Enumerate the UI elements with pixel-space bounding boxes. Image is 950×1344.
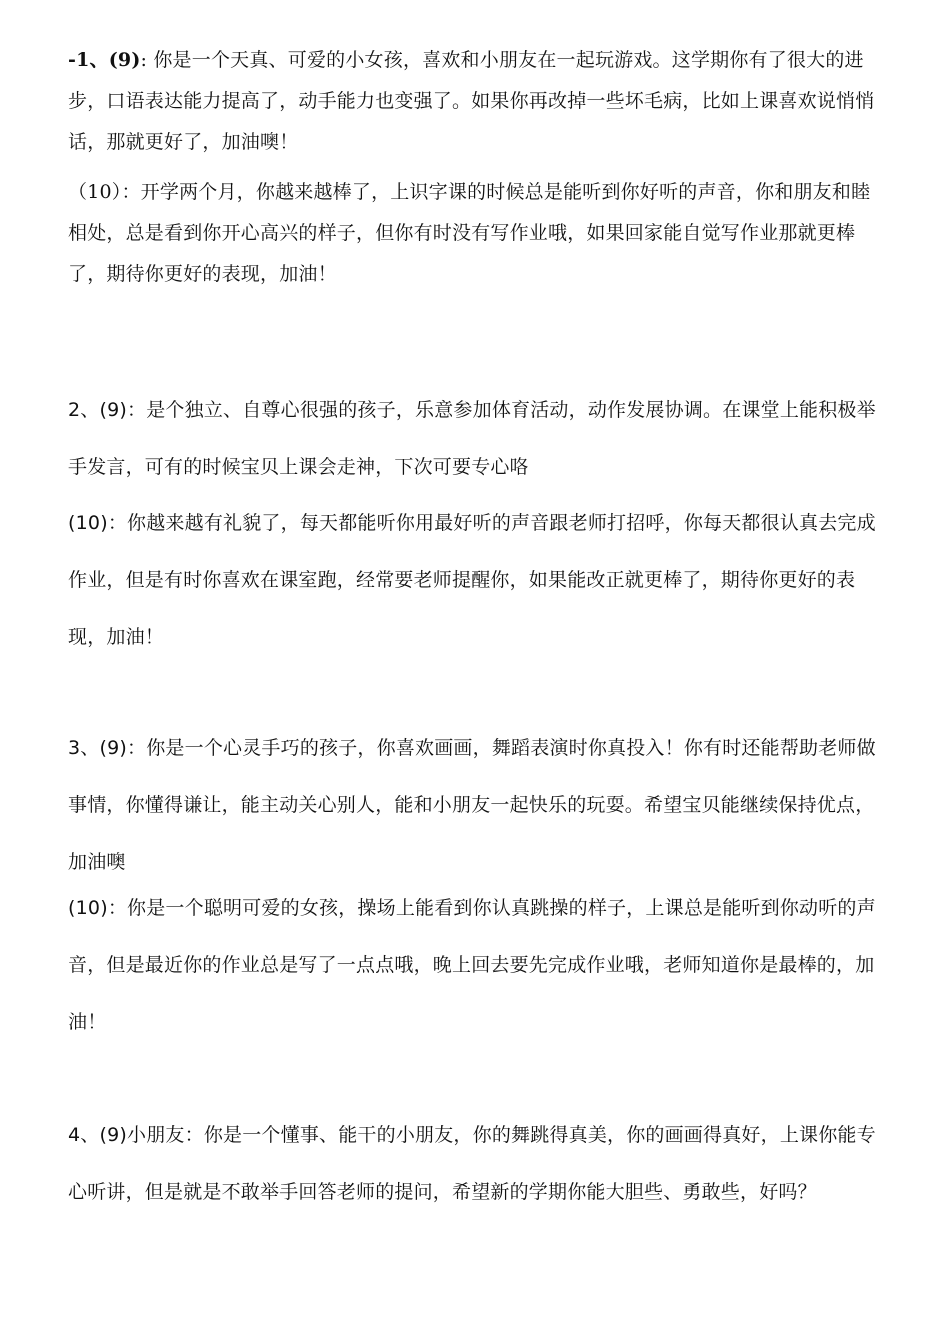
comment-entry-1-term-9: [68, 40, 883, 163]
comment-entry-2-term-10: [68, 495, 883, 666]
entry-1-label-9: -1、(9): [68, 49, 141, 71]
entry-4-label-9: 4、(9): [68, 1124, 128, 1146]
entry-3-text-10: ：你是一个聪明可爱的女孩，操场上能看到你认真跳操的样子，上课总是能听到你动听的声音，但是最近你的作业总是写了一点点哦，晚上回去要先完成作业哦，老师知道你是最棒的，加油！: [68, 897, 876, 1033]
entry-3-label-9: 3、(9): [68, 737, 128, 759]
entry-1-text-10: ：开学两个月，你越来越棒了，上识字课的时候总是能听到你好听的声音，你和朋友和睦相处，总是看到你开心高兴的样子，但你有时没有写作业哦，如果回家能自觉写作业那就更棒了，期待你更好的表现，加油！: [68, 181, 871, 285]
entry-1-text-9: : 你是一个天真、可爱的小女孩，喜欢和小朋友在一起玩游戏。这学期你有了很大的进步，口语表达能力提高了，动手能力也变强了。如果你再改掉一些坏毛病，比如上课喜欢说悄悄话，那就更好了，加油噢！: [68, 49, 875, 153]
comment-entry-3-term-9: [68, 720, 883, 891]
comment-entry-3-term-10: [68, 880, 883, 1051]
entry-4-text-9: 小朋友：你是一个懂事、能干的小朋友，你的舞跳得真美，你的画画得真好，上课你能专心听讲，但是就是不敢举手回答老师的提问，希望新的学期你能大胆些、勇敢些，好吗？: [68, 1124, 876, 1203]
comment-entry-1-term-10: [68, 172, 883, 295]
entry-2-text-10: ：你越来越有礼貌了，每天都能听你用最好听的声音跟老师打招呼，你每天都很认真去完成作业，但是有时你喜欢在课室跑，经常要老师提醒你，如果能改正就更棒了，期待你更好的表现，加油！: [68, 512, 876, 648]
entry-2-label-9: 2、(9): [68, 399, 128, 421]
entry-1-label-10: （10）: [68, 181, 122, 203]
entry-2-label-10: (10): [68, 512, 108, 534]
entry-3-label-10: (10): [68, 897, 108, 919]
entry-3-text-9: ：你是一个心灵手巧的孩子，你喜欢画画，舞蹈表演时你真投入！你有时还能帮助老师做事情，你懂得谦让，能主动关心别人，能和小朋友一起快乐的玩耍。希望宝贝能继续保持优点，加油噢: [68, 737, 876, 873]
comment-entry-2-term-9: [68, 382, 883, 496]
entry-2-text-9: ：是个独立、自尊心很强的孩子，乐意参加体育活动，动作发展协调。在课堂上能积极举手发言，可有的时候宝贝上课会走神，下次可要专心咯: [68, 399, 876, 478]
comment-entry-4-term-9: [68, 1107, 883, 1221]
